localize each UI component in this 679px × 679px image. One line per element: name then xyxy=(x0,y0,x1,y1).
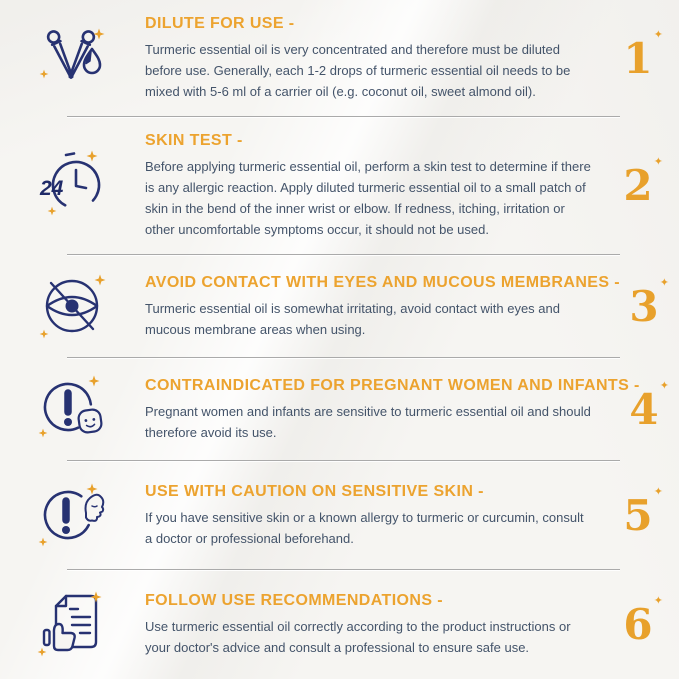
step-number xyxy=(597,593,679,649)
section-title: CONTRAINDICATED FOR PREGNANT WOMEN AND INFANTS - xyxy=(145,376,640,394)
24-hour-clock-icon xyxy=(0,143,145,229)
sparkle-icon: ✦ xyxy=(659,378,669,392)
section-pregnant-women-infants xyxy=(0,358,679,461)
step-number xyxy=(603,378,679,434)
step-number-value: 3 xyxy=(629,281,659,331)
section-content xyxy=(145,483,597,549)
section-skin-test xyxy=(0,117,679,255)
section-sensitive-skin xyxy=(0,461,679,570)
section-body: Turmeric essential oil is very concentrated and therefore must be diluted before use. Generally, each 1-2 drops of turmeric essential oil needs to be mixed with 5-6 ml of a carrier oil (e.g. coconut oil, sweet almond oil). xyxy=(145,42,571,99)
document-thumbs-up-icon xyxy=(0,582,145,668)
step-number xyxy=(597,484,679,540)
section-title: AVOID CONTACT WITH EYES AND MUCOUS MEMBRANES - xyxy=(145,273,620,291)
warning-infant-icon xyxy=(0,367,145,453)
section-title: DILUTE FOR USE - xyxy=(145,15,295,32)
step-number xyxy=(597,155,679,210)
step-number-value: 2 xyxy=(623,161,653,210)
section-content xyxy=(145,592,597,658)
sparkle-icon: ✦ xyxy=(653,593,663,607)
step-number xyxy=(603,275,679,331)
sparkle-icon: ✦ xyxy=(653,155,663,168)
section-follow-recommendations xyxy=(0,570,679,679)
step-number-value: 1 xyxy=(623,33,653,83)
section-body: Pregnant women and infants are sensitive to turmeric essential oil and should therefore avoid its use. xyxy=(145,403,591,440)
section-title: SKIN TEST - xyxy=(145,132,243,149)
sparkle-icon: ✦ xyxy=(653,27,663,41)
warning-sensitive-skin-icon xyxy=(0,473,145,559)
section-body: Use turmeric essential oil correctly according to the product instructions or your doctor's advice and consult a professional to ensure safe use. xyxy=(145,618,571,655)
section-dilute-for-use xyxy=(0,0,679,117)
no-eye-contact-icon xyxy=(0,264,145,350)
clock-24-label: 24 xyxy=(39,177,63,200)
section-content xyxy=(145,376,640,443)
step-number xyxy=(597,27,679,83)
section-content xyxy=(145,132,597,240)
section-content xyxy=(145,273,620,340)
section-title: USE WITH CAUTION ON SENSITIVE SKIN - xyxy=(145,482,484,500)
section-content xyxy=(145,15,597,102)
section-body: If you have sensitive skin or a known allergy to turmeric or curcumin, consult a doctor or professional beforehand. xyxy=(145,509,584,546)
section-body: Turmeric essential oil is somewhat irritating, avoid contact with eyes and mucous membrane areas when using. xyxy=(145,300,560,337)
sparkle-icon: ✦ xyxy=(653,484,663,498)
section-body: Before applying turmeric essential oil, perform a skin test to determine if there is any allergic reaction. Apply diluted turmeric essential oil to a small patch of skin in the bend of the inner wrist or elbow. If redness, itching, irritation or other uncomfortable symptoms occur, it should not be used. xyxy=(145,159,591,237)
step-number-value: 6 xyxy=(623,599,653,649)
sparkle-icon: ✦ xyxy=(659,275,669,289)
section-title: FOLLOW USE RECOMMENDATIONS - xyxy=(145,591,443,609)
step-number-value: 5 xyxy=(623,490,653,540)
dropper-icon xyxy=(0,16,145,102)
step-number-value: 4 xyxy=(629,384,659,434)
section-avoid-eye-contact xyxy=(0,255,679,358)
